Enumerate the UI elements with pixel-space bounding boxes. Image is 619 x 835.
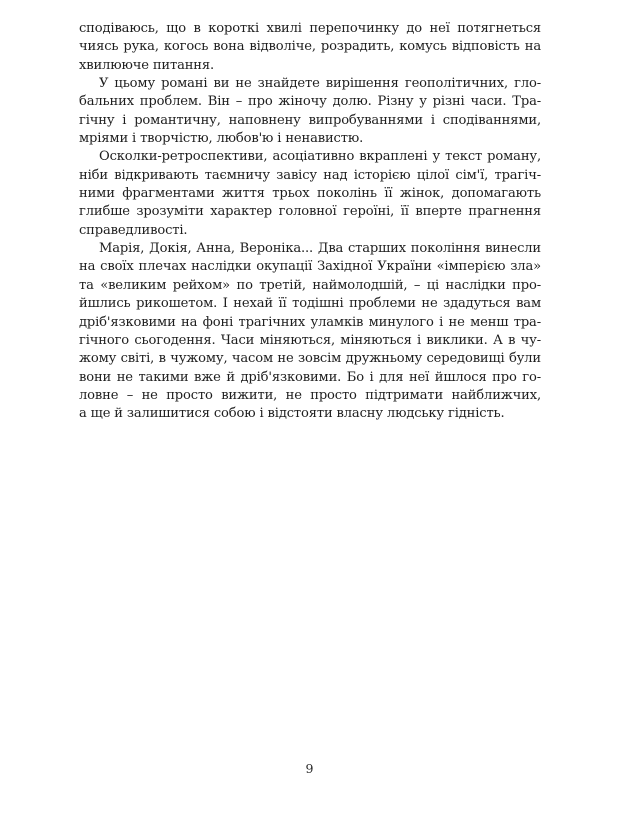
text-line: бальних проблем. Він – про жіночу долю. Різну у різні часи. Тра- <box>79 94 541 110</box>
text-line: дріб'язковими на фоні трагічних уламків минулого і не менш тра- <box>79 314 541 330</box>
text-line: сподіваюсь, що в короткі хвилі перепочинку до неї потягнеться <box>79 21 541 36</box>
text-line: глибше зрозуміти характер головної героїні, її вперте прагнення <box>79 204 541 220</box>
text-line: та «великим рейхом» по третій, наймолодшій, – ці наслідки про- <box>79 277 541 293</box>
text-line: хвилююче питання. <box>79 57 214 73</box>
text-line: Марія, Докія, Анна, Вероніка... Два старших покоління винесли <box>99 241 541 257</box>
text-line: жому світі, в чужому, часом не зовсім дружньому середовищі були <box>79 351 541 367</box>
text-line: чиясь рука, когось вона відволіче, розрадить, комусь відповість на <box>79 39 541 55</box>
text-line: йшлись рикошетом. І нехай її тодішні проблеми не здадуться вам <box>79 296 541 312</box>
text-line: на своїх плечах наслідки окупації Західної України «імперією зла» <box>79 259 541 275</box>
page-number: 9 <box>305 761 314 776</box>
text-line: ловне – не просто вижити, не просто підтримати найближчих, <box>79 387 541 403</box>
text-line: Осколки-ретроспективи, асоціативно вкраплені у текст роману, <box>99 149 541 165</box>
body-text <box>79 20 541 424</box>
text-line: вони не такими вже й дріб'язковими. Бо і для неї йшлося про го- <box>79 369 541 385</box>
text-line: ніби відкривають таємничу завісу над історією цілої сім'ї, трагіч- <box>79 167 541 183</box>
text-line: справедливості. <box>79 222 188 238</box>
text-line: ними фрагментами життя трьох поколінь її жінок, допомагають <box>79 186 541 202</box>
text-line: гічного сьогодення. Часи міняються, міняються і виклики. А в чу- <box>79 332 541 348</box>
text-line: мріями і творчістю, любов'ю і ненавистю. <box>79 131 364 147</box>
text-line: У цьому романі ви не знайдете вирішення геополітичних, гло- <box>99 76 541 92</box>
text-line: гічну і романтичну, наповнену випробуваннями і сподіваннями, <box>79 112 541 128</box>
text-line: а ще й залишитися собою і відстояти власну людську гідність. <box>79 406 505 422</box>
